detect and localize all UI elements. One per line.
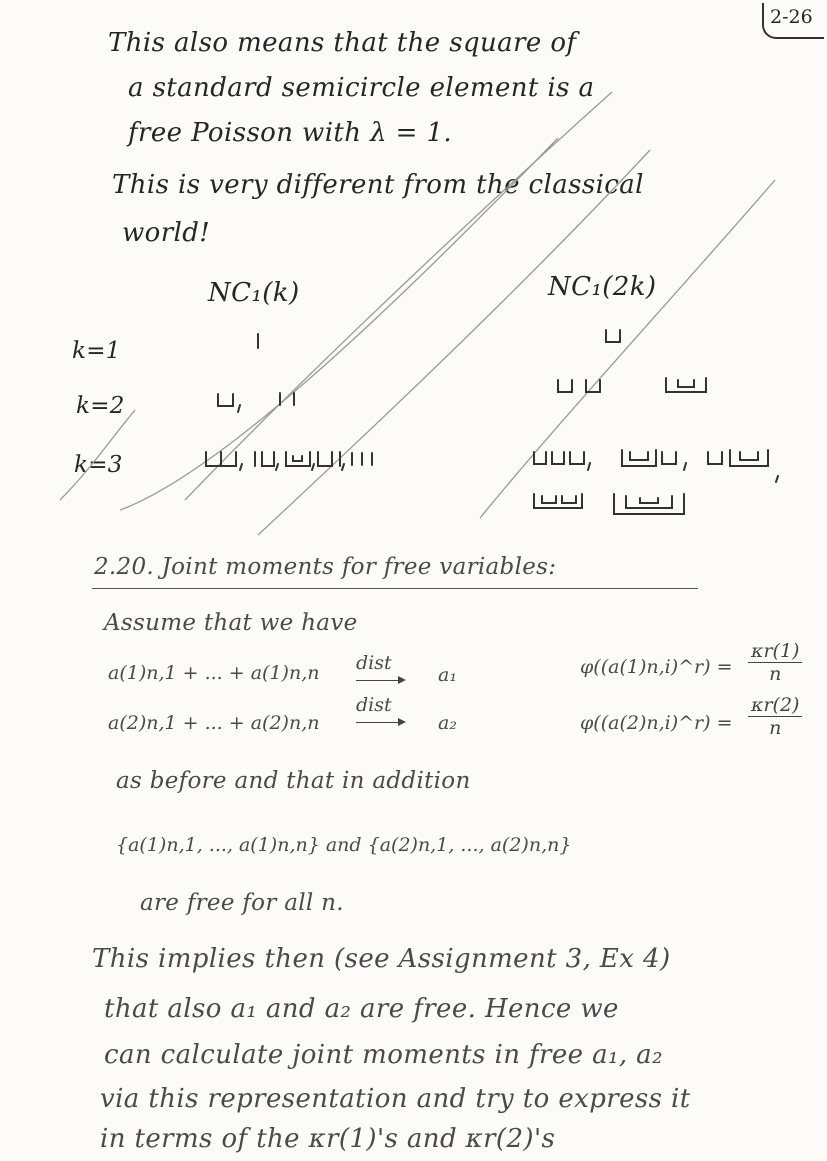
table-header-nc-k: NC₁(k): [208, 278, 300, 308]
closing-line-5: in terms of the κr(1)'s and κr(2)'s: [100, 1124, 556, 1154]
moment-frac-2-num: κr(2): [748, 694, 802, 717]
limit-a1: a₁: [438, 664, 457, 686]
moment-frac-1: [748, 640, 802, 685]
nc-2k-partitions: [534, 330, 778, 514]
dist-label-1: dist: [356, 652, 392, 674]
section-title: 2.20. Joint moments for free variables:: [94, 554, 557, 580]
dist-label-2: dist: [356, 694, 392, 716]
intro-line-3: free Poisson with λ = 1.: [128, 118, 453, 148]
sequence-1: a(1)n,1 + ... + a(1)n,n: [108, 662, 320, 684]
intro-line-5: world!: [122, 218, 211, 248]
as-before-line: as before and that in addition: [116, 768, 471, 794]
moment-frac-1-num: κr(1): [748, 640, 802, 663]
moment-eq-2: φ((a(2)n,i)^r) =: [580, 712, 733, 734]
intro-line-2: a standard semicircle element is a: [128, 73, 595, 103]
nc-k-partitions: [206, 334, 372, 470]
section-title-underline: [92, 588, 698, 589]
table-header-nc-2k: NC₁(2k): [548, 272, 657, 302]
limit-a2: a₂: [438, 712, 457, 734]
closing-line-4: via this representation and try to express it: [100, 1084, 691, 1114]
sequence-2: a(2)n,1 + ... + a(2)n,n: [108, 712, 320, 734]
intro-line-1: This also means that the square of: [108, 28, 577, 58]
moment-eq-1: φ((a(1)n,i)^r) =: [580, 656, 733, 678]
moment-frac-1-den: n: [769, 663, 782, 685]
page-number: 2-26: [770, 6, 813, 28]
moment-frac-2: [748, 694, 802, 739]
diagonal-pencil-strokes: [60, 92, 775, 535]
row-label-k1: k=1: [72, 338, 121, 364]
converges-arrow-2: [356, 722, 404, 723]
closing-line-3: can calculate joint moments in free a₁, a₂: [104, 1040, 663, 1070]
free-sets-line: {a(1)n,1, ..., a(1)n,n} and {a(2)n,1, ..., a(2)n,n}: [116, 834, 572, 856]
assume-line: Assume that we have: [104, 610, 358, 636]
are-free-line: are free for all n.: [140, 890, 344, 916]
closing-line-1: This implies then (see Assignment 3, Ex 4): [92, 944, 671, 974]
converges-arrow-1: [356, 680, 404, 681]
moment-frac-2-den: n: [769, 717, 782, 739]
row-label-k3: k=3: [74, 452, 123, 478]
closing-line-2: that also a₁ and a₂ are free. Hence we: [104, 994, 619, 1024]
intro-line-4: This is very different from the classical: [112, 170, 644, 200]
row-label-k2: k=2: [76, 393, 125, 419]
